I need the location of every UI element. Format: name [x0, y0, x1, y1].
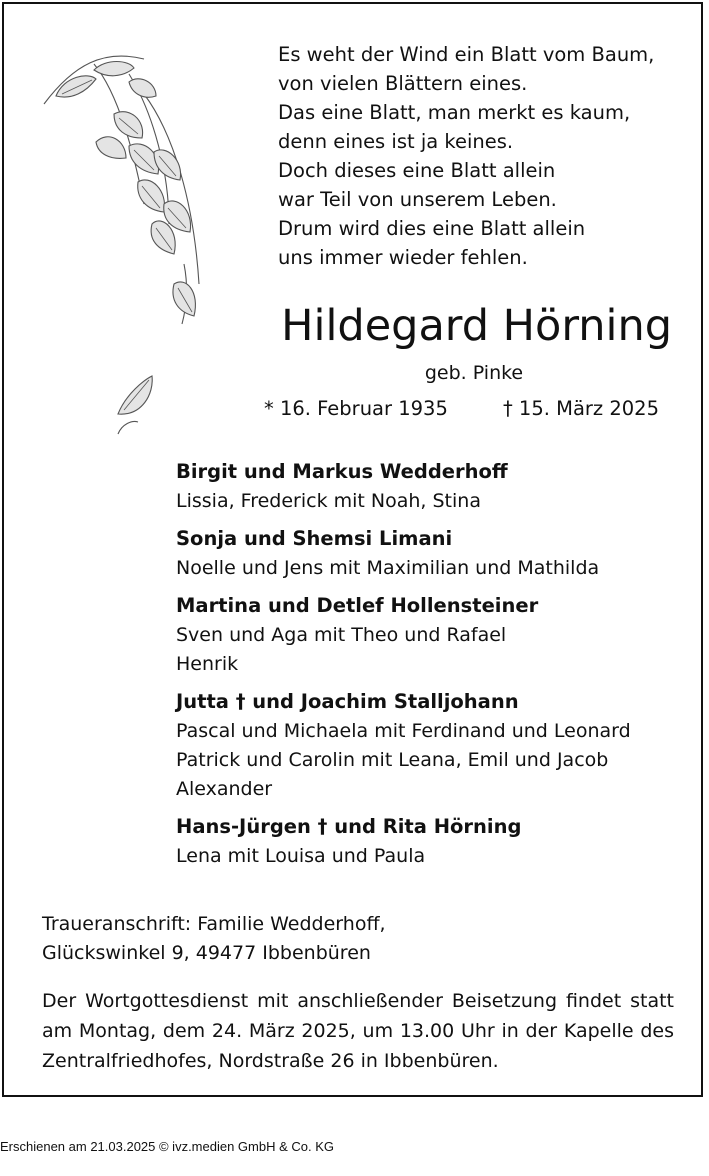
family-members: Pascal und Michaela mit Ferdinand und Leonard: [176, 720, 631, 742]
death-date: † 15. März 2025: [502, 397, 659, 420]
family-group: [176, 456, 696, 516]
family-members: Henrik: [176, 653, 239, 675]
family-head: Birgit und Markus Wedderhoff: [176, 460, 508, 483]
family-group: [176, 523, 696, 583]
poem-line: von vielen Blättern eines.: [278, 72, 528, 95]
family-group: [176, 590, 696, 679]
poem-line: Drum wird dies eine Blatt allein: [278, 217, 586, 240]
publication-footer: Erschienen am 21.03.2025 © ivz.medien GmbH & Co. KG: [0, 1139, 335, 1154]
family-members: Alexander: [176, 778, 273, 800]
poem-line: Es weht der Wind ein Blatt vom Baum,: [278, 43, 655, 66]
family-members: Patrick und Carolin mit Leana, Emil und Jacob: [176, 749, 609, 771]
mourning-address: [42, 910, 662, 968]
family-members: Sven und Aga mit Theo und Rafael: [176, 624, 507, 646]
family-members: Lena mit Louisa und Paula: [176, 845, 426, 867]
poem-line: Doch dieses eine Blatt allein: [278, 159, 556, 182]
family-head: Martina und Detlef Hollensteiner: [176, 594, 539, 617]
family-group: [176, 811, 696, 871]
family-group: [176, 686, 696, 804]
address-line: Traueranschrift: Familie Wedderhoff,: [42, 913, 386, 935]
poem-line: war Teil von unserem Leben.: [278, 188, 557, 211]
family-head: Sonja und Shemsi Limani: [176, 527, 453, 550]
maiden-name: geb. Pinke: [424, 362, 524, 384]
birch-leaves-icon: [34, 34, 224, 454]
poem: [278, 40, 698, 272]
poem-line: Das eine Blatt, man merkt es kaum,: [278, 101, 631, 124]
birth-date: * 16. Februar 1935: [264, 397, 448, 420]
mourners-list: [176, 456, 696, 878]
poem-line: denn eines ist ja keines.: [278, 130, 514, 153]
service-announcement: Der Wortgottesdienst mit anschließender Beisetzung findet statt am Montag, dem 24. März 2025, um 13.00 Uhr in der Kapelle des Zentralfriedhofes, Nordstraße 26 in Ibbenbüren.: [42, 990, 674, 1072]
family-members: Noelle und Jens mit Maximilian und Mathilda: [176, 557, 600, 579]
family-head: Jutta † und Joachim Stalljohann: [176, 690, 519, 713]
deceased-name: Hildegard Hörning: [281, 301, 672, 351]
address-line: Glückswinkel 9, 49477 Ibbenbüren: [42, 942, 371, 964]
poem-line: uns immer wieder fehlen.: [278, 246, 528, 269]
obituary-notice: [2, 2, 703, 1097]
family-head: Hans-Jürgen † und Rita Hörning: [176, 815, 522, 838]
family-members: Lissia, Frederick mit Noah, Stina: [176, 490, 481, 512]
